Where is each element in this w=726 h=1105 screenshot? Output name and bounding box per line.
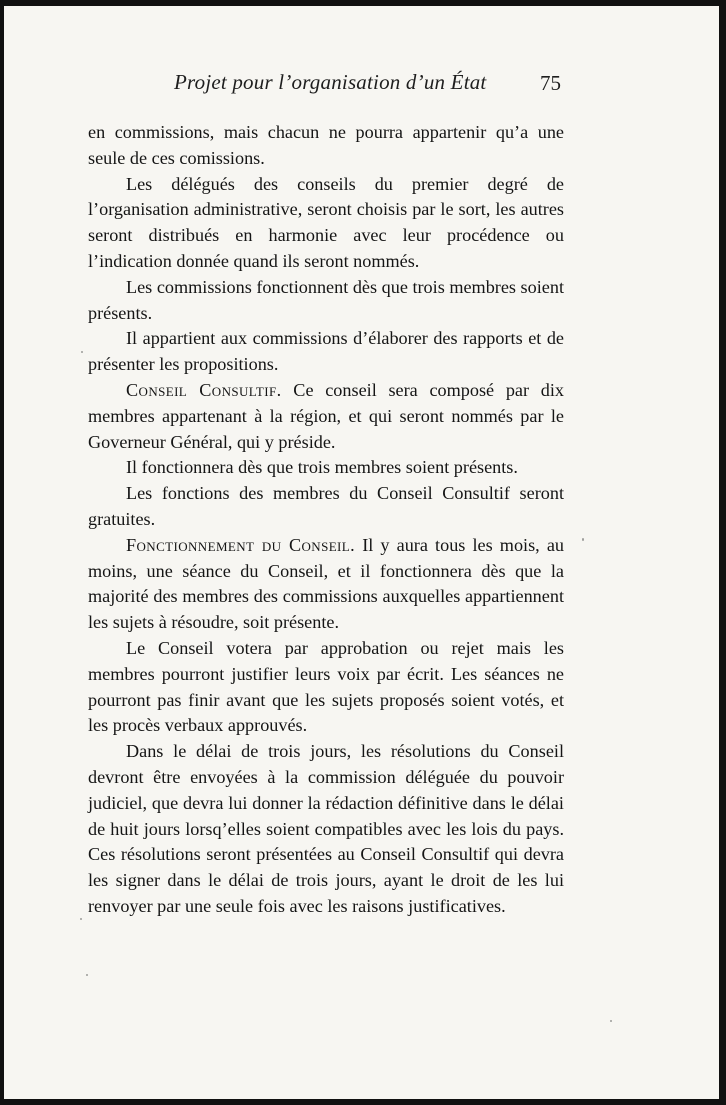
paragraph-text: Dans le délai de trois jours, les résolutions du Conseil devront être envoyées à la commission déléguée du pouvoir judiciel, que devra lui donner la rédaction définitive dans le délai de huit jours lorsq’elles soient compatibles avec les lois du pays. Ces résolutions seront présentées au Conseil Consultif qui devra les signer dans le délai de trois jours, ayant le droit de les lui renvoyer par une seule fois avec les raisons justificatives. [88, 741, 564, 916]
running-title: Projet pour l’organisation d’un État [174, 70, 487, 94]
paragraph-text: Il fonctionnera dès que trois membres soient présents. [126, 457, 518, 478]
paragraph-7 [88, 481, 564, 533]
paragraph-2 [88, 172, 564, 275]
paper-speck [81, 351, 83, 353]
paragraph-text: Il appartient aux commissions d’élaborer des rapports et de présenter les propositions. [88, 328, 564, 375]
body-text [88, 120, 564, 920]
paragraph-text: Le Conseil votera par approbation ou rejet mais les membres pourront justifier leurs voix par écrit. Les séances ne pourront pas finir avant que les sujets proposés soient votés, et les procès verbaux approuvés. [88, 637, 564, 736]
paragraph-10 [88, 739, 564, 920]
paragraph-text: Les commissions fonctionnent dès que trois membres soient présents. [88, 276, 564, 323]
paragraph-9 [88, 636, 564, 739]
paragraph-8 [88, 533, 564, 636]
paragraph-4 [88, 326, 564, 378]
section-heading-fonctionnement: Fonctionnement du Conseil. [126, 534, 356, 555]
paragraph-3 [88, 275, 564, 327]
paper-speck [80, 918, 82, 920]
paper-speck [610, 1020, 612, 1022]
paragraph-text: Il y aura tous les mois, au moins, une séance du Conseil, et il fonctionnera dès que la majorité des membres des commissions auxquelles appartiennent les sujets à résoudre, soit présente. [88, 534, 564, 633]
paragraph-text: en commissions, mais chacun ne pourra appartenir qu’a une seule de ces comissions. [88, 122, 564, 168]
paragraph-text: Ce conseil sera composé par dix membres appartenant à la région, et qui seront nommés par le Governeur Général, qui y préside. [88, 379, 564, 452]
page-header [174, 70, 664, 100]
paper-speck [86, 974, 88, 976]
paper-speck [582, 538, 584, 541]
paragraph-6 [88, 455, 564, 481]
paragraph-5 [88, 378, 564, 455]
paragraph-1 [88, 120, 564, 172]
section-heading-conseil-consultif: Conseil Consultif. [126, 379, 282, 400]
page-number: 75 [540, 71, 561, 95]
paragraph-text: Les fonctions des membres du Conseil Consultif seront gratuites. [88, 483, 564, 529]
paragraph-text: Les délégués des conseils du premier degré de l’organisation administrative, seront choisis par le sort, les autres seront distribués en harmonie avec leur procédence ou l’indication donnée quand ils seront nommés. [88, 173, 564, 271]
